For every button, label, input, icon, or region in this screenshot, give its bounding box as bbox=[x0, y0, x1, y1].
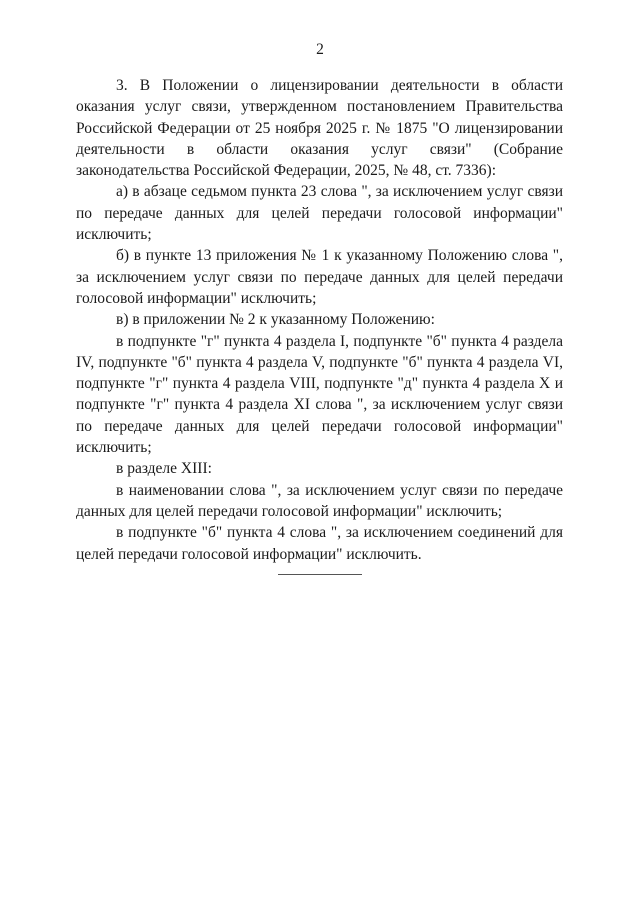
paragraph-subitem-a: а) в абзаце седьмом пункта 23 слова ", за исключением услуг связи по передаче данных для целей передачи голосовой информации" исключить; bbox=[76, 183, 563, 244]
paragraph-subitem-b: б) в пункте 13 приложения № 1 к указанному Положению слова ", за исключением услуг связи по передаче данных для целей передачи голосовой информации" исключить; bbox=[76, 247, 563, 307]
paragraph-item-3: 3. В Положении о лицензировании деятельности в области оказания услуг связи, утвержденном постановлением Правительства Российской Федерации от 25 ноября 2025 г. № 1875 "О лицензировании деятельности в области оказания услуг связи" (Собрание законодательства Российской Федерации, 2025, № 48, ст. 7336): bbox=[76, 77, 563, 180]
page-number: 2 bbox=[316, 41, 324, 58]
paragraph-section-xiii: в разделе XIII: bbox=[116, 460, 212, 478]
paragraph-section-xiii-subitem-b: в подпункте "б" пункта 4 слова ", за исключением соединений для целей передачи голосовой информации" исключить. bbox=[76, 524, 563, 563]
paragraph-section-xiii-title: в наименовании слова ", за исключением услуг связи по передаче данных для целей передачи голосовой информации" исключить; bbox=[76, 481, 563, 520]
paragraph-subitem-v: в) в приложении № 2 к указанному Положению: bbox=[116, 311, 435, 329]
end-divider-line bbox=[278, 574, 362, 575]
paragraph-subitem-v-detail: в подпункте "г" пункта 4 раздела I, подпункте "б" пункта 4 раздела IV, подпункте "б" пункта 4 раздела V, подпункте "б" пункта 4 раздела VI, подпункте "г" пункта 4 раздела VIII, подпункте "д" пункта 4 раздела X и подпункте "г" пункта 4 раздела XI слова ", за исключением услуг связи по передаче данных для целей передачи голосовой информации" исключить; bbox=[76, 332, 563, 457]
document-body bbox=[76, 75, 563, 565]
